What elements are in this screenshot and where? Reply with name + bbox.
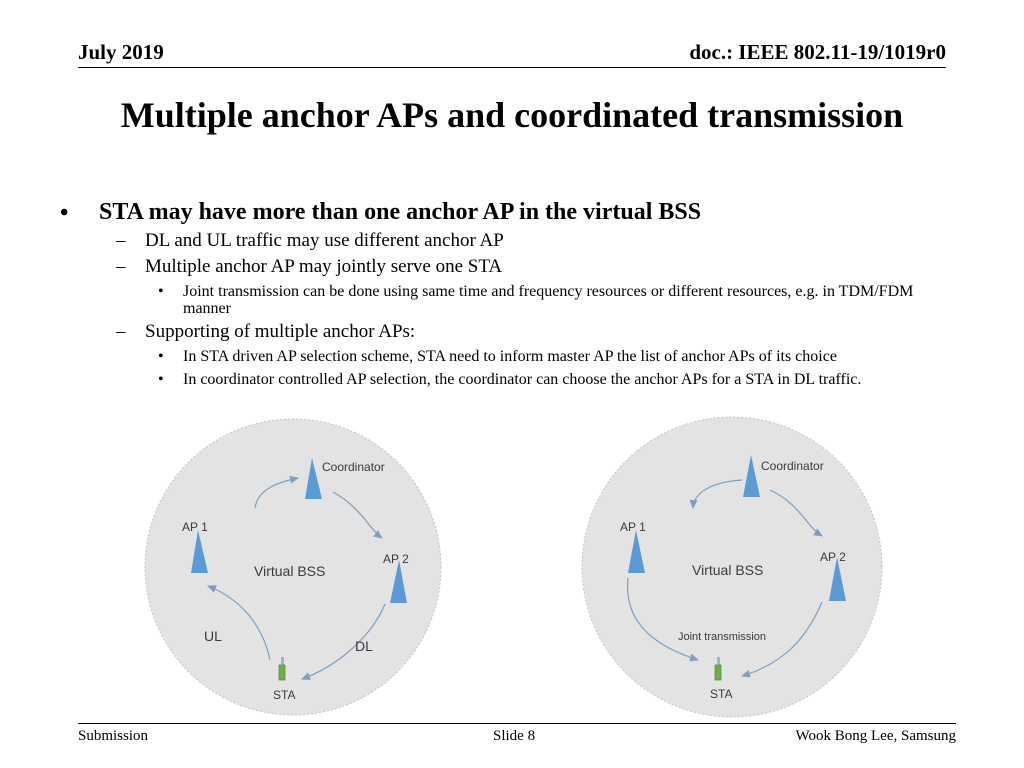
coordinator-label: Coordinator <box>761 459 824 473</box>
bullet-sub2: Multiple anchor AP may jointly serve one STA <box>145 256 503 277</box>
ap1-label: AP 1 <box>182 520 208 534</box>
bullet-marker: • <box>158 348 164 365</box>
header-date: July 2019 <box>78 40 164 64</box>
footer-slide-number: Slide 8 <box>493 728 536 744</box>
slide-title: Multiple anchor APs and coordinated transmission <box>120 95 904 135</box>
bullet-sub1: DL and UL traffic may use different anchor AP <box>145 230 504 251</box>
dash-marker: – <box>116 230 126 251</box>
ap2-label: AP 2 <box>820 550 846 564</box>
footer-divider <box>78 723 956 724</box>
virtual-bss-diagrams <box>0 405 1024 723</box>
sta-label: STA <box>710 687 733 701</box>
dl-label: DL <box>355 638 373 654</box>
bullet-marker: • <box>60 200 69 226</box>
bullet-marker: • <box>158 283 164 300</box>
footer-submission: Submission <box>78 728 149 744</box>
dash-marker: – <box>116 321 126 342</box>
virtual-bss-label: Virtual BSS <box>692 562 764 578</box>
virtual-bss-label: Virtual BSS <box>254 563 326 579</box>
diagram-right <box>582 417 882 717</box>
bullet-main: STA may have more than one anchor AP in the virtual BSS <box>99 199 702 225</box>
ul-label: UL <box>204 628 222 644</box>
footer-author: Wook Bong Lee, Samsung <box>795 728 956 744</box>
sta-label: STA <box>273 688 296 702</box>
bullet-marker: • <box>158 371 164 388</box>
ap1-label: AP 1 <box>620 520 646 534</box>
diagram-left <box>145 419 441 715</box>
bullet-sub2-1: Joint transmission can be done using same time and frequency resources or different resources, e.g. in TDM/FDM manner <box>183 283 914 317</box>
bullet-sub3: Supporting of multiple anchor APs: <box>145 321 416 342</box>
bullet-sub3-2: In coordinator controlled AP selection, the coordinator can choose the anchor APs for a STA in DL traffic. <box>183 371 862 388</box>
header-doc-id: doc.: IEEE 802.11-19/1019r0 <box>689 40 946 64</box>
header-divider <box>78 67 946 68</box>
coordinator-label: Coordinator <box>322 460 385 474</box>
bullet-sub3-1: In STA driven AP selection scheme, STA need to inform master AP the list of anchor APs of its choice <box>183 348 837 365</box>
joint-transmission-label: Joint transmission <box>678 631 767 643</box>
dash-marker: – <box>116 256 126 277</box>
ap2-label: AP 2 <box>383 552 409 566</box>
